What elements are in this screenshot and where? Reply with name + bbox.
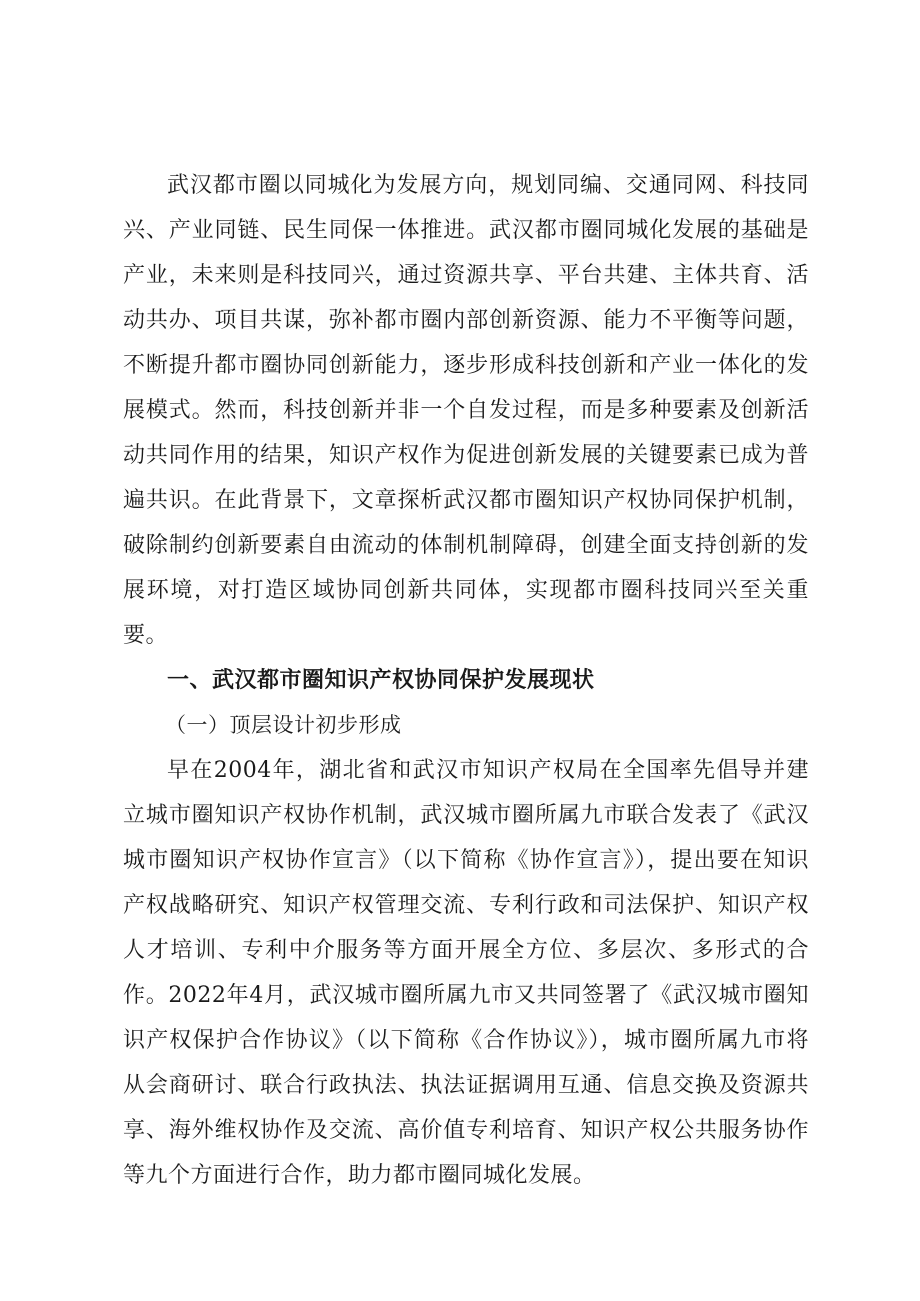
document-body [123,163,809,1198]
subsection-heading: （一）顶层设计初步形成 [165,713,402,737]
intro-paragraph: 武汉都市圈以同城化为发展方向，规划同编、交通同网、科技同兴、产业同链、民生同保一体推进。武汉都市圈同城化发展的基础是产业，未来则是科技同兴，通过资源共享、平台共建、主体共育、活动共办、项目共谋，弥补都市圈内部创新资源、能力不平衡等问题，不断提升都市圈协同创新能力，逐步形成科技创新和产业一体化的发展模式。然而，科技创新并非一个自发过程，而是多种要素及创新活动共同作用的结果，知识产权作为促进创新发展的关键要素已成为普遍共识。在此背景下，文章探析武汉都市圈知识产权协同保护机制，破除制约创新要素自由流动的体制机制障碍，创建全面支持创新的发展环境，对打造区域协同创新共同体，实现都市圈科技同兴至关重要。 [123,173,809,648]
section-heading: 一、武汉都市圈知识产权协同保护发展现状 [167,668,595,693]
body-paragraph: 早在2004年，湖北省和武汉市知识产权局在全国率先倡导并建立城市圈知识产权协作机制，武汉城市圈所属九市联合发表了《武汉城市圈知识产权协作宣言》（以下简称《协作宣言》），提出要在知识产权战略研究、知识产权管理交流、专利行政和司法保护、知识产权人才培训、专利中介服务等方面开展全方位、多层次、多形式的合作。2022年4月，武汉城市圈所属九市又共同签署了《武汉城市圈知识产权保护合作协议》（以下简称《合作协议》），城市圈所属九市将从会商研讨、联合行政执法、执法证据调用互通、信息交换及资源共享、海外维权协作及交流、高价值专利培育、知识产权公共服务协作等九个方面进行合作，助力都市圈同城化发展。 [123,758,809,1188]
